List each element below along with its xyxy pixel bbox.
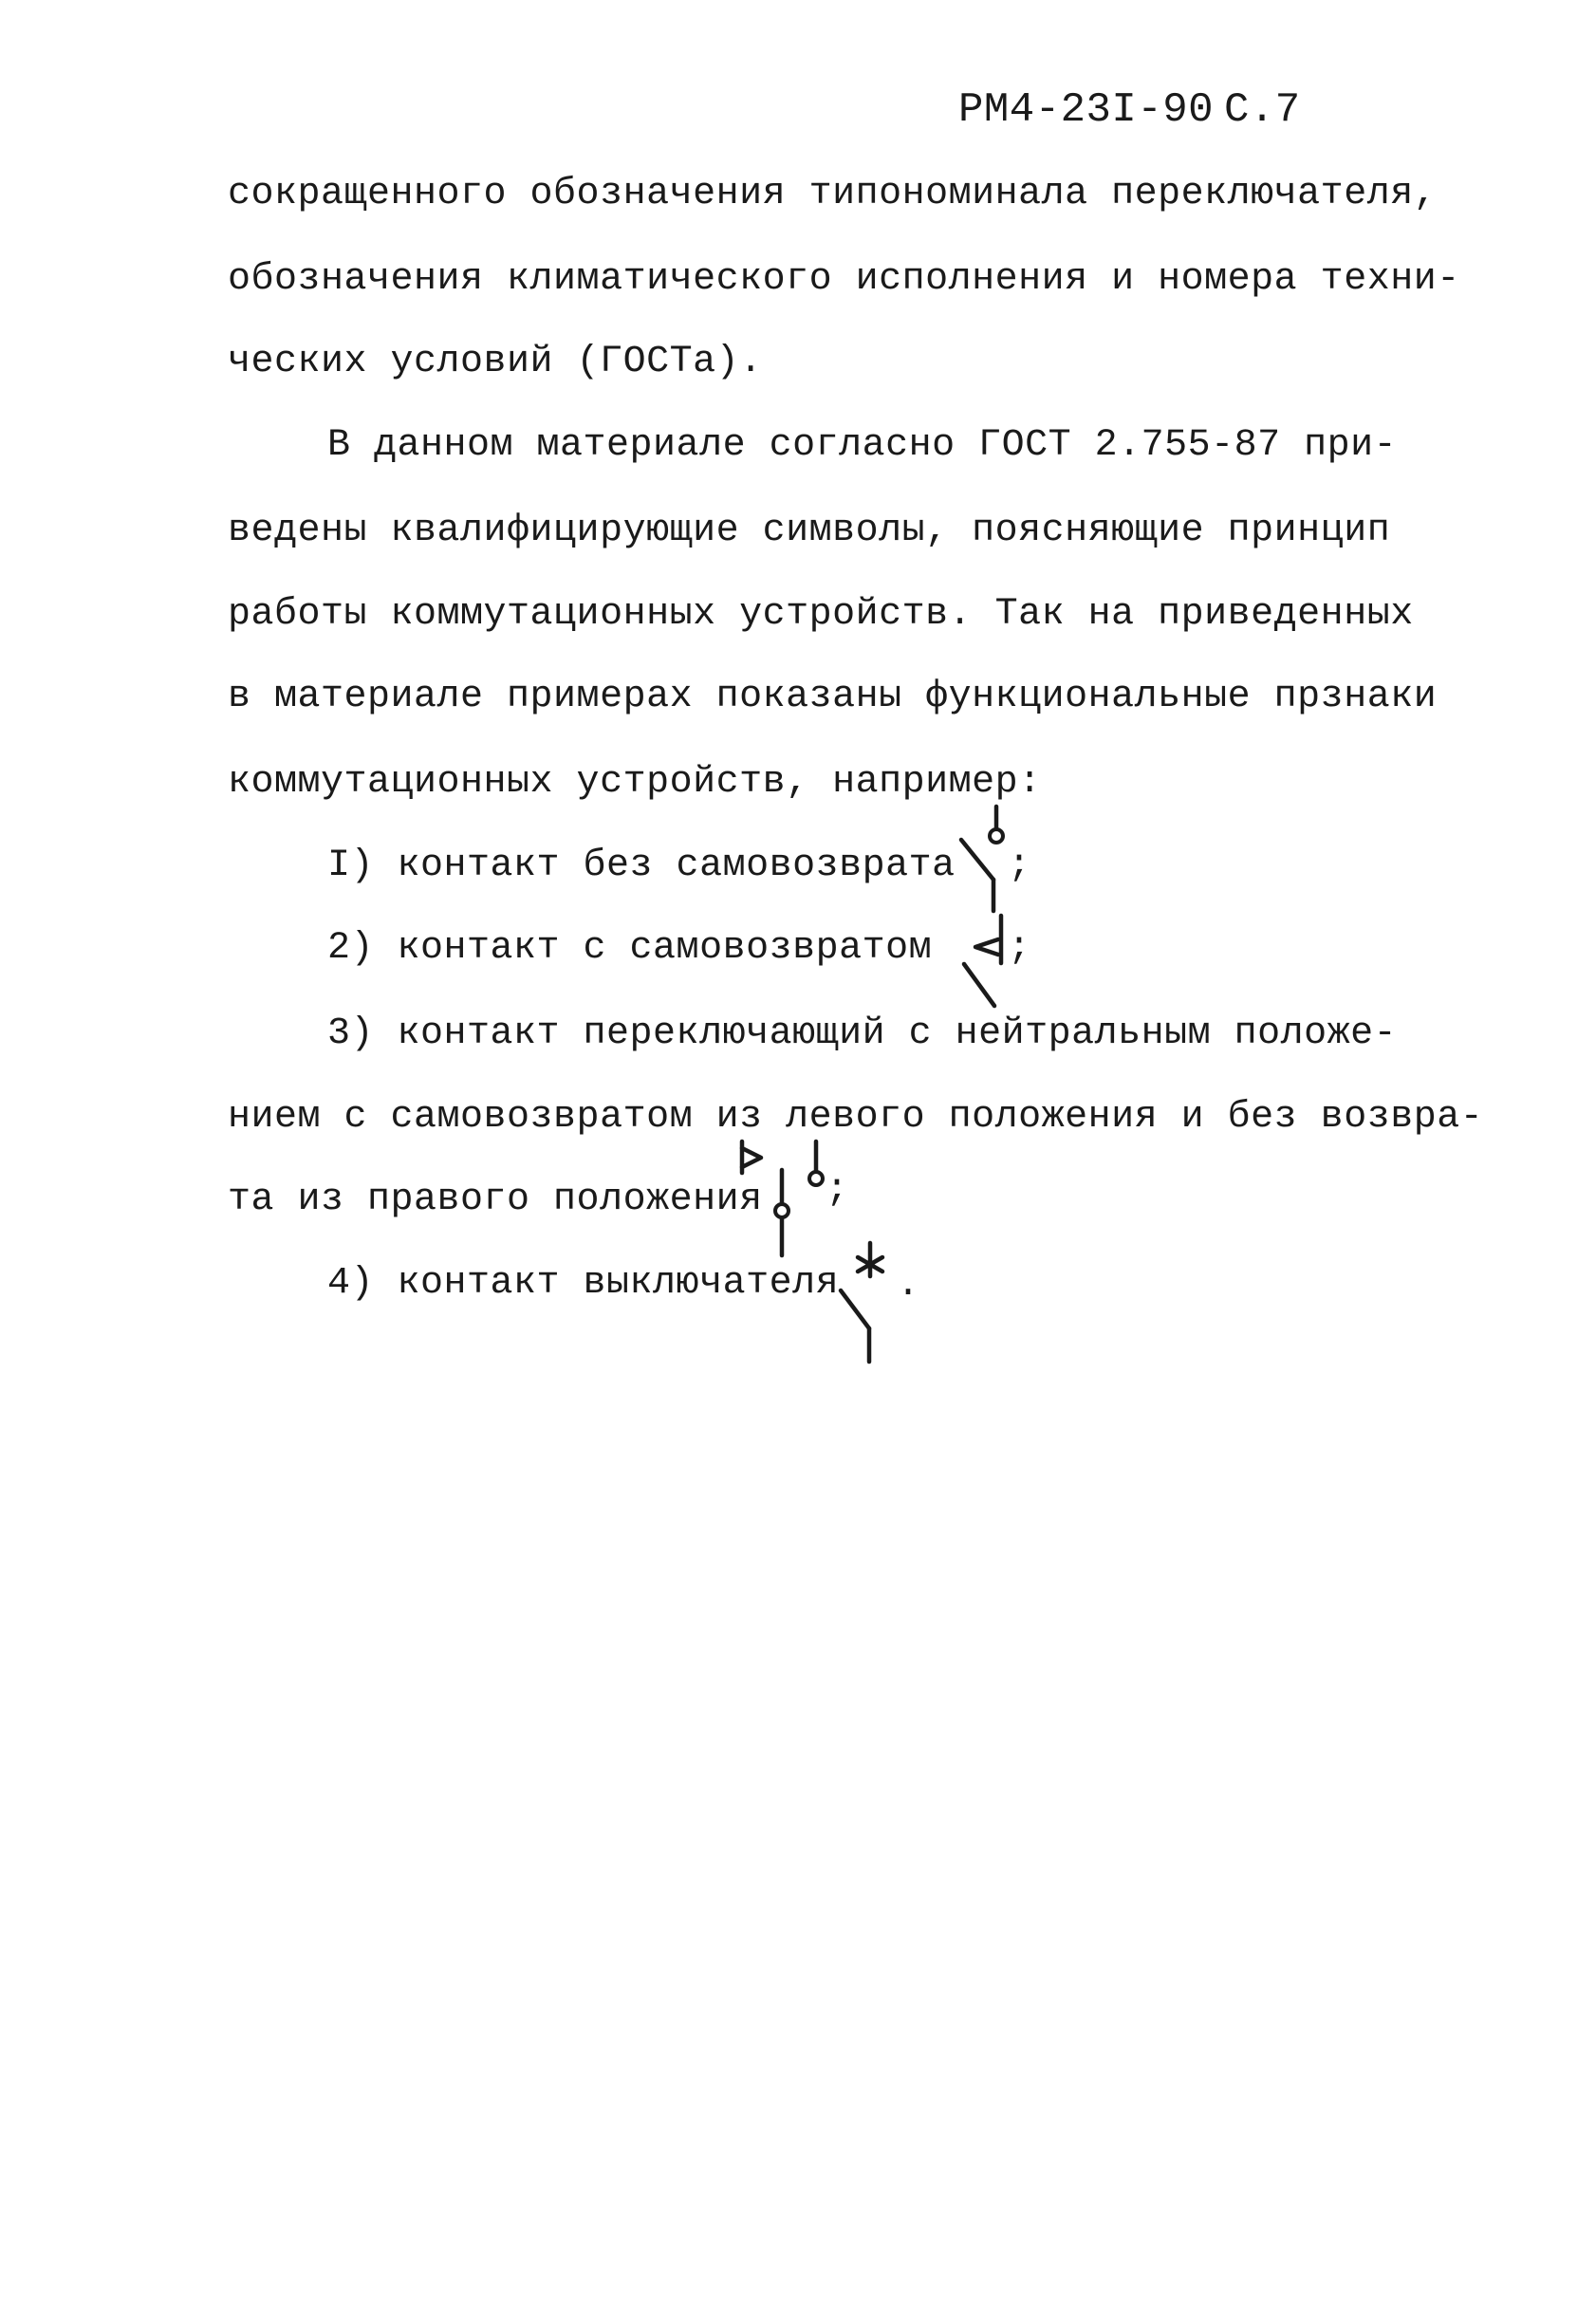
body-line: работы коммутационных устройств. Так на приведенных [228,593,1414,636]
list-item-3-suffix: ; [826,1169,849,1212]
list-item-4: 4) контакт выключателя [327,1262,840,1305]
list-item-3-cont: нием с самовозвратом из левого положения и без возвра- [228,1096,1484,1139]
body-line: ведены квалифицирующие символы, поясняющие принцип [228,510,1391,552]
list-item-1: I) контакт без самовозврата [327,845,956,887]
list-item-3-end: та из правого положения [228,1179,763,1221]
list-item-2-suffix: ; [1008,927,1031,970]
page-number: С.7 [1224,86,1301,134]
body-line: обозначения климатического исполнения и номера техни- [228,258,1460,301]
body-line: коммутационных устройств, например: [228,761,1042,804]
self-return-contact-icon [958,911,1015,1015]
body-line: сокращенного обозначения типономинала переключателя, [228,173,1438,215]
document-code: РМ4-23I-90 [958,86,1215,134]
body-line: в материале примерах показаны функциональные прзнаки [228,676,1438,718]
list-item-4-suffix: . [897,1264,920,1307]
list-item-3: 3) контакт переключающий с нейтральным положе- [327,1012,1398,1055]
body-line: ческих условий (ГОСТа). [228,341,763,383]
list-item-2: 2) контакт с самовозвратом [327,927,933,970]
changeover-neutral-contact-icon [731,1137,844,1260]
body-line: В данном материале согласно ГОСТ 2.755-87 при- [327,424,1398,467]
list-item-1-suffix: ; [1008,845,1031,887]
circuit-breaker-contact-icon [835,1234,892,1366]
no-self-return-contact-icon [954,802,1011,916]
